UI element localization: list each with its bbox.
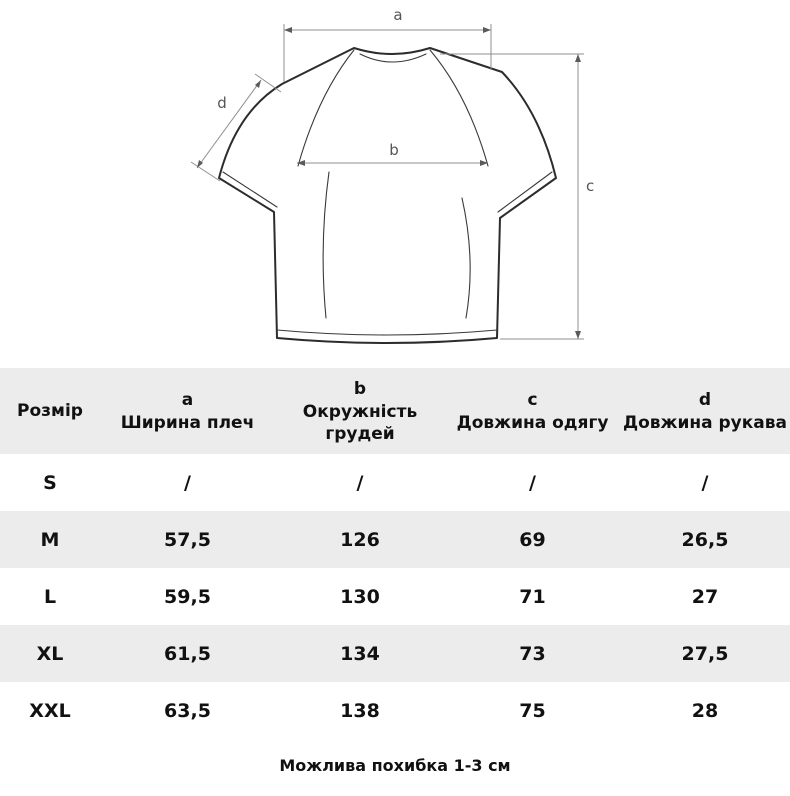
dimension-d bbox=[191, 74, 281, 181]
table-row bbox=[0, 511, 790, 568]
cell-shoulder-width: 63,5 bbox=[164, 699, 211, 722]
table-row bbox=[0, 454, 790, 511]
label-d: d bbox=[217, 94, 227, 112]
sleeve-hem-right bbox=[498, 172, 552, 212]
cell-chest: 134 bbox=[275, 625, 445, 682]
header-code-d: d bbox=[698, 389, 712, 410]
header-size-title: Розмір bbox=[17, 401, 83, 421]
side-curve-right bbox=[462, 198, 470, 318]
cell-sleeve: / bbox=[701, 471, 709, 494]
label-b: b bbox=[389, 141, 399, 159]
dimension-c bbox=[440, 54, 594, 339]
cell-length: 73 bbox=[445, 625, 620, 682]
header-sleeve bbox=[620, 368, 790, 454]
cell-shoulder-width: / bbox=[184, 471, 191, 494]
sleeve-hem-left bbox=[223, 172, 277, 207]
header-code-b: b bbox=[353, 378, 367, 399]
table-row bbox=[0, 625, 790, 682]
cell-size: XL bbox=[0, 625, 100, 682]
cell-size: M bbox=[0, 511, 100, 568]
table-row bbox=[0, 568, 790, 625]
label-a: a bbox=[393, 6, 403, 24]
table-header-row bbox=[0, 368, 790, 454]
cell-sleeve: 27 bbox=[691, 585, 719, 608]
cell-length: 71 bbox=[519, 585, 546, 608]
cell-length: 75 bbox=[519, 699, 546, 722]
cell-length: 69 bbox=[445, 511, 620, 568]
cell-chest: 130 bbox=[340, 585, 380, 608]
cell-chest: / bbox=[356, 471, 364, 494]
cell-size: S bbox=[43, 471, 57, 494]
header-size bbox=[0, 368, 100, 454]
bottom-hem bbox=[277, 330, 497, 335]
header-chest bbox=[275, 368, 445, 454]
cell-size: XXL bbox=[29, 699, 71, 722]
header-title-b: Окружність грудей bbox=[302, 401, 418, 444]
cell-sleeve: 28 bbox=[691, 699, 719, 722]
header-title-c: Довжина одягу bbox=[456, 412, 609, 433]
label-c: c bbox=[586, 177, 595, 195]
header-length bbox=[445, 368, 620, 454]
dimension-b bbox=[297, 141, 488, 166]
tshirt-measurement-diagram bbox=[0, 0, 790, 368]
cell-sleeve: 26,5 bbox=[620, 511, 790, 568]
header-title-a: Ширина плеч bbox=[120, 412, 255, 433]
cell-sleeve: 27,5 bbox=[620, 625, 790, 682]
measurement-error-note: Можлива похибка 1-3 см bbox=[279, 756, 511, 775]
dimension-a bbox=[284, 6, 491, 82]
size-chart-table bbox=[0, 368, 790, 739]
raglan-seam-right bbox=[430, 50, 488, 166]
header-code-a: a bbox=[181, 389, 194, 410]
header-title-d: Довжина рукава bbox=[622, 412, 788, 433]
header-code-c: c bbox=[527, 389, 538, 410]
cell-chest: 138 bbox=[340, 699, 380, 722]
cell-chest: 126 bbox=[275, 511, 445, 568]
cell-length: / bbox=[529, 471, 536, 494]
tshirt-diagram-svg bbox=[0, 0, 790, 368]
table-row bbox=[0, 682, 790, 739]
raglan-seam-left bbox=[298, 50, 354, 166]
collar-line bbox=[360, 54, 426, 62]
cell-shoulder-width: 57,5 bbox=[100, 511, 275, 568]
cell-size: L bbox=[43, 585, 57, 608]
side-curve-left bbox=[323, 172, 329, 318]
tshirt-outline bbox=[219, 48, 556, 343]
cell-shoulder-width: 59,5 bbox=[164, 585, 211, 608]
header-shoulder-width bbox=[100, 368, 275, 454]
cell-shoulder-width: 61,5 bbox=[100, 625, 275, 682]
